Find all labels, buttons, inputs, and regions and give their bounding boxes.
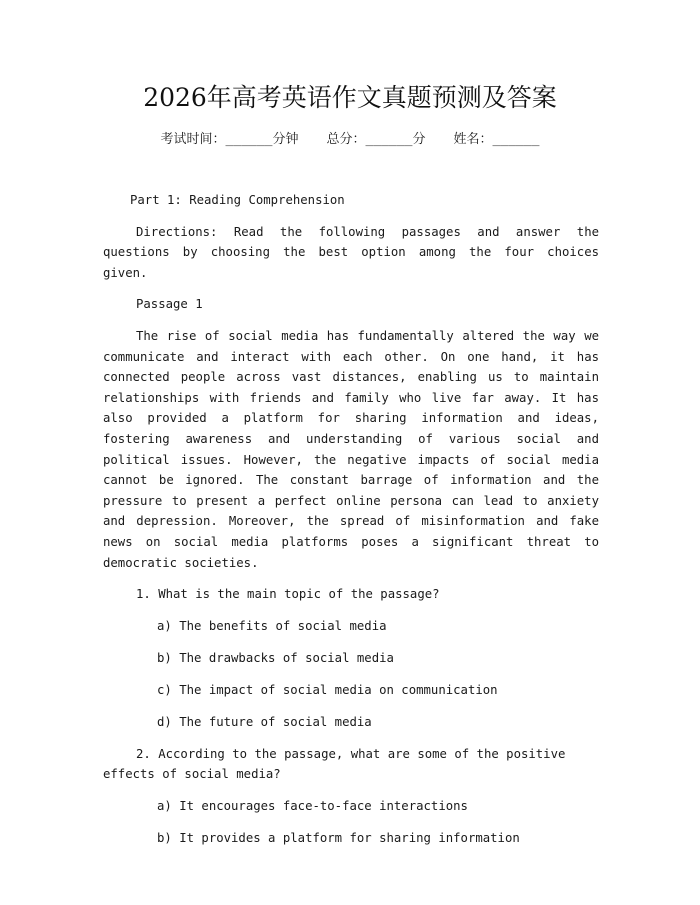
passage-label: Passage 1 <box>136 297 203 312</box>
question-1-option-c: c) The impact of social media on communication <box>157 682 498 697</box>
question-1-option-a: a) The benefits of social media <box>157 618 387 633</box>
document-title: 2026年高考英语作文真题预测及答案 <box>143 83 557 112</box>
question-1-option-d: d) The future of social media <box>157 714 372 729</box>
question-2-option-b: b) It provides a platform for sharing information <box>157 830 520 845</box>
total-score-field: 总分：______分 <box>326 132 426 147</box>
question-2-option-a: a) It encourages face-to-face interactions <box>157 798 468 813</box>
question-2: 2. According to the passage, what are some of the positive effects of social media? <box>103 746 566 782</box>
student-name-field: 姓名：______ <box>453 132 540 147</box>
exam-time-field: 考试时间：______分钟 <box>160 132 299 147</box>
part-heading: Part 1: Reading Comprehension <box>130 193 345 207</box>
passage-text: The rise of social media has fundamentally altered the way we communicate and interact with each other. On one hand, it has connected people across vast distances, enabling us to maintain relationships with friends and family who live far away. It has also provided a platform for sharing information and ideas, fostering awareness and understanding of various social and political issues. However, the negative impacts of social media cannot be ignored. The constant barrage of information and the pressure to present a perfect online persona can lead to anxiety and depression. Moreover, the spread of misinformation and fake news on social media platforms poses a significant threat to democratic societies. <box>103 328 599 570</box>
question-1: 1. What is the main topic of the passage? <box>136 587 440 602</box>
document-body <box>103 190 599 860</box>
directions-text: Directions: Read the following passages and answer the questions by choosing the best option among the four choices given. <box>103 224 599 280</box>
exam-meta-line <box>0 130 700 150</box>
question-1-option-b: b) The drawbacks of social media <box>157 650 394 665</box>
